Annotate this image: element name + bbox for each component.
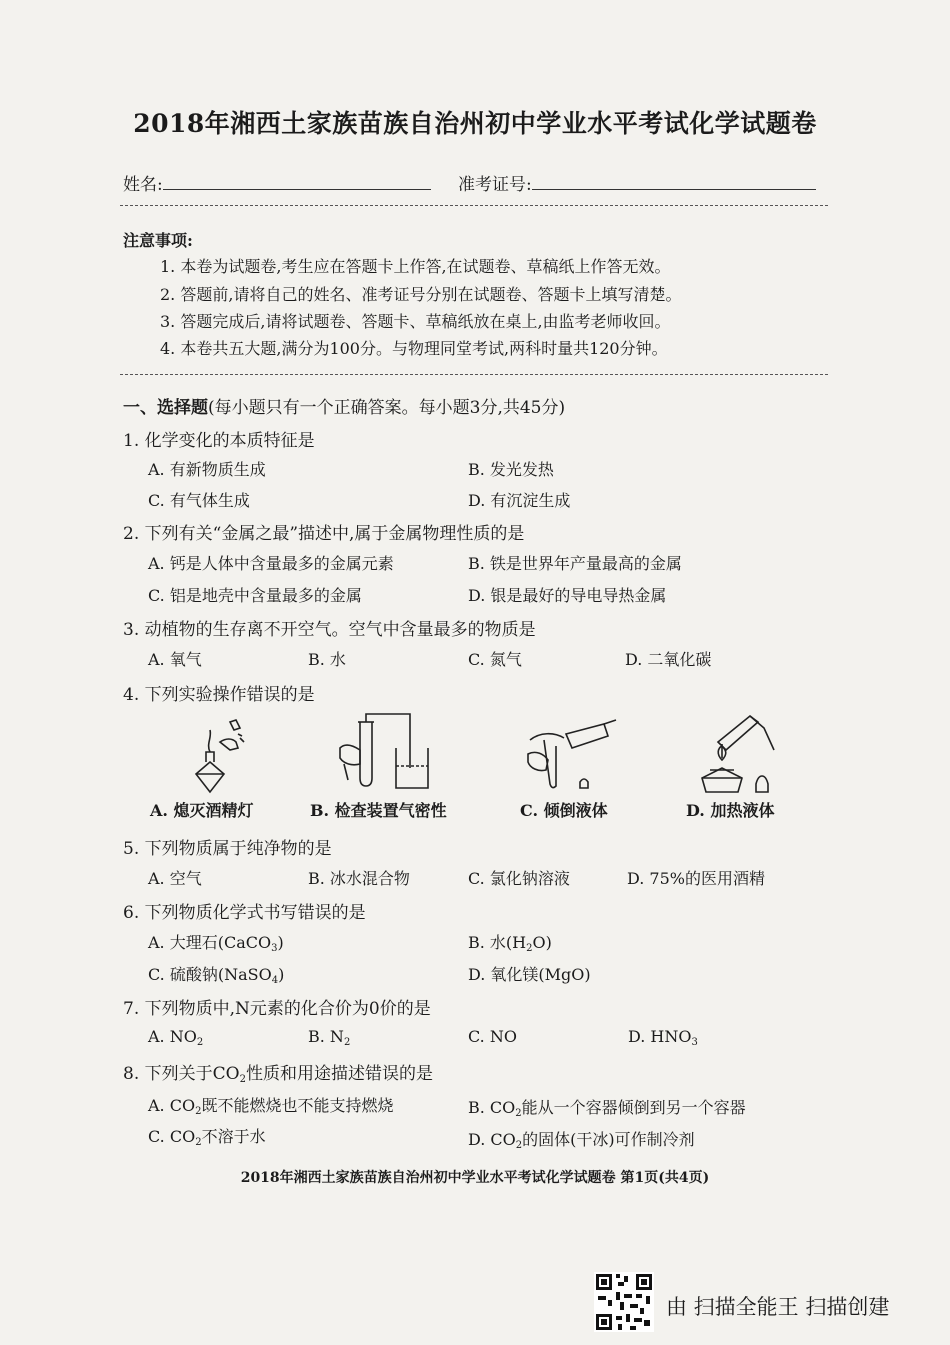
option-a: A. 空气 bbox=[148, 869, 202, 888]
section-heading bbox=[123, 393, 565, 418]
question-stem: 4. 下列实验操作错误的是 bbox=[123, 685, 315, 705]
option-b: B. 冰水混合物 bbox=[308, 869, 410, 888]
option-d: D. 氧化镁(MgO) bbox=[468, 965, 591, 984]
notice-item: 4. 本卷共五大题,满分为100分。与物理同堂考试,两科时量共120分钟。 bbox=[160, 339, 668, 358]
name-blank bbox=[163, 175, 431, 190]
option-d: D. $HNO_3$ bbox=[628, 1027, 698, 1048]
option-b: B. 发光发热 bbox=[468, 460, 554, 479]
name-field bbox=[123, 170, 431, 195]
figure-airtightness-check bbox=[330, 708, 440, 794]
qr-code-icon bbox=[594, 1272, 654, 1332]
page-footer: 2018年湘西土家族苗族自治州初中学业水平考试化学试题卷 第1页(共4页) bbox=[240, 1170, 710, 1186]
question-stem: 8. 下列关于$CO_2$性质和用途描述错误的是 bbox=[123, 1064, 433, 1085]
divider bbox=[120, 374, 828, 375]
exam-id-field bbox=[458, 170, 816, 195]
section-title: 一、选择题 bbox=[123, 398, 208, 418]
question-stem: 1. 化学变化的本质特征是 bbox=[123, 431, 315, 451]
option-c: C. 有气体生成 bbox=[148, 491, 250, 510]
option-a: A. $NO_2$ bbox=[148, 1027, 204, 1048]
option-a: A. $CO_2$既不能燃烧也不能支持燃烧 bbox=[148, 1096, 394, 1117]
option-d: D. 有沉淀生成 bbox=[468, 491, 571, 510]
option-c: C. 氯化钠溶液 bbox=[468, 869, 570, 888]
option-a: A. 大理石(CaCO$_3$) bbox=[148, 933, 284, 954]
notice-heading: 注意事项: bbox=[123, 231, 193, 250]
option-d: D. 75%的医用酒精 bbox=[627, 869, 765, 888]
option-b: B. 水 bbox=[308, 650, 346, 669]
exam-id-blank bbox=[532, 175, 816, 190]
question-stem: 7. 下列物质中,N元素的化合价为0价的是 bbox=[123, 999, 431, 1019]
question-stem: 2. 下列有关“金属之最”描述中,属于金属物理性质的是 bbox=[123, 524, 525, 544]
option-d: D. $CO_2$的固体(干冰)可作制冷剂 bbox=[468, 1130, 695, 1151]
option-a: A. 钙是人体中含量最多的金属元素 bbox=[148, 554, 394, 573]
figure-caption-b: B. 检查装置气密性 bbox=[310, 801, 447, 820]
option-c: C. 硫酸钠(NaSO$_4$) bbox=[148, 965, 285, 986]
figure-caption-c: C. 倾倒液体 bbox=[520, 801, 608, 820]
exam-id-label: 准考证号: bbox=[458, 175, 532, 195]
notice-item: 1. 本卷为试题卷,考生应在答题卡上作答,在试题卷、草稿纸上作答无效。 bbox=[160, 257, 671, 276]
scanner-watermark: 由 扫描全能王 扫描创建 bbox=[666, 1295, 890, 1319]
option-b: B. $N_2$ bbox=[308, 1027, 351, 1048]
section-note: (每小题只有一个正确答案。每小题3分,共45分) bbox=[208, 398, 566, 418]
option-b: B. 水$(H_2O)$ bbox=[468, 933, 552, 954]
option-c: C. 氮气 bbox=[468, 650, 522, 669]
option-a: A. 氧气 bbox=[148, 650, 202, 669]
option-d: D. 银是最好的导电导热金属 bbox=[468, 586, 667, 605]
question-stem: 3. 动植物的生存离不开空气。空气中含量最多的物质是 bbox=[123, 620, 536, 640]
figure-caption-d: D. 加热液体 bbox=[686, 801, 775, 820]
option-c: C. NO bbox=[468, 1027, 517, 1046]
figure-caption-a: A. 熄灭酒精灯 bbox=[150, 801, 254, 820]
divider bbox=[120, 205, 828, 206]
question-stem: 6. 下列物质化学式书写错误的是 bbox=[123, 903, 366, 923]
notice-item: 3. 答题完成后,请将试题卷、答题卡、草稿纸放在桌上,由监考老师收回。 bbox=[160, 312, 671, 331]
figure-heating-liquid bbox=[692, 706, 782, 794]
option-a: A. 有新物质生成 bbox=[148, 460, 266, 479]
question-stem: 5. 下列物质属于纯净物的是 bbox=[123, 839, 332, 859]
option-c: C. $CO_2$不溶于水 bbox=[148, 1127, 266, 1148]
exam-title: 2018年湘西土家族苗族自治州初中学业水平考试化学试题卷 bbox=[133, 109, 817, 138]
option-b: B. $CO_2$能从一个容器倾倒到另一个容器 bbox=[468, 1098, 746, 1119]
option-b: B. 铁是世界年产量最高的金属 bbox=[468, 554, 682, 573]
figure-pouring-liquid bbox=[520, 710, 620, 794]
notice-item: 2. 答题前,请将自己的姓名、准考证号分别在试题卷、答题卡上填写清楚。 bbox=[160, 285, 682, 304]
figure-extinguish-lamp bbox=[180, 712, 260, 794]
option-d: D. 二氧化碳 bbox=[625, 650, 712, 669]
name-label: 姓名: bbox=[123, 175, 163, 195]
option-c: C. 铝是地壳中含量最多的金属 bbox=[148, 586, 362, 605]
